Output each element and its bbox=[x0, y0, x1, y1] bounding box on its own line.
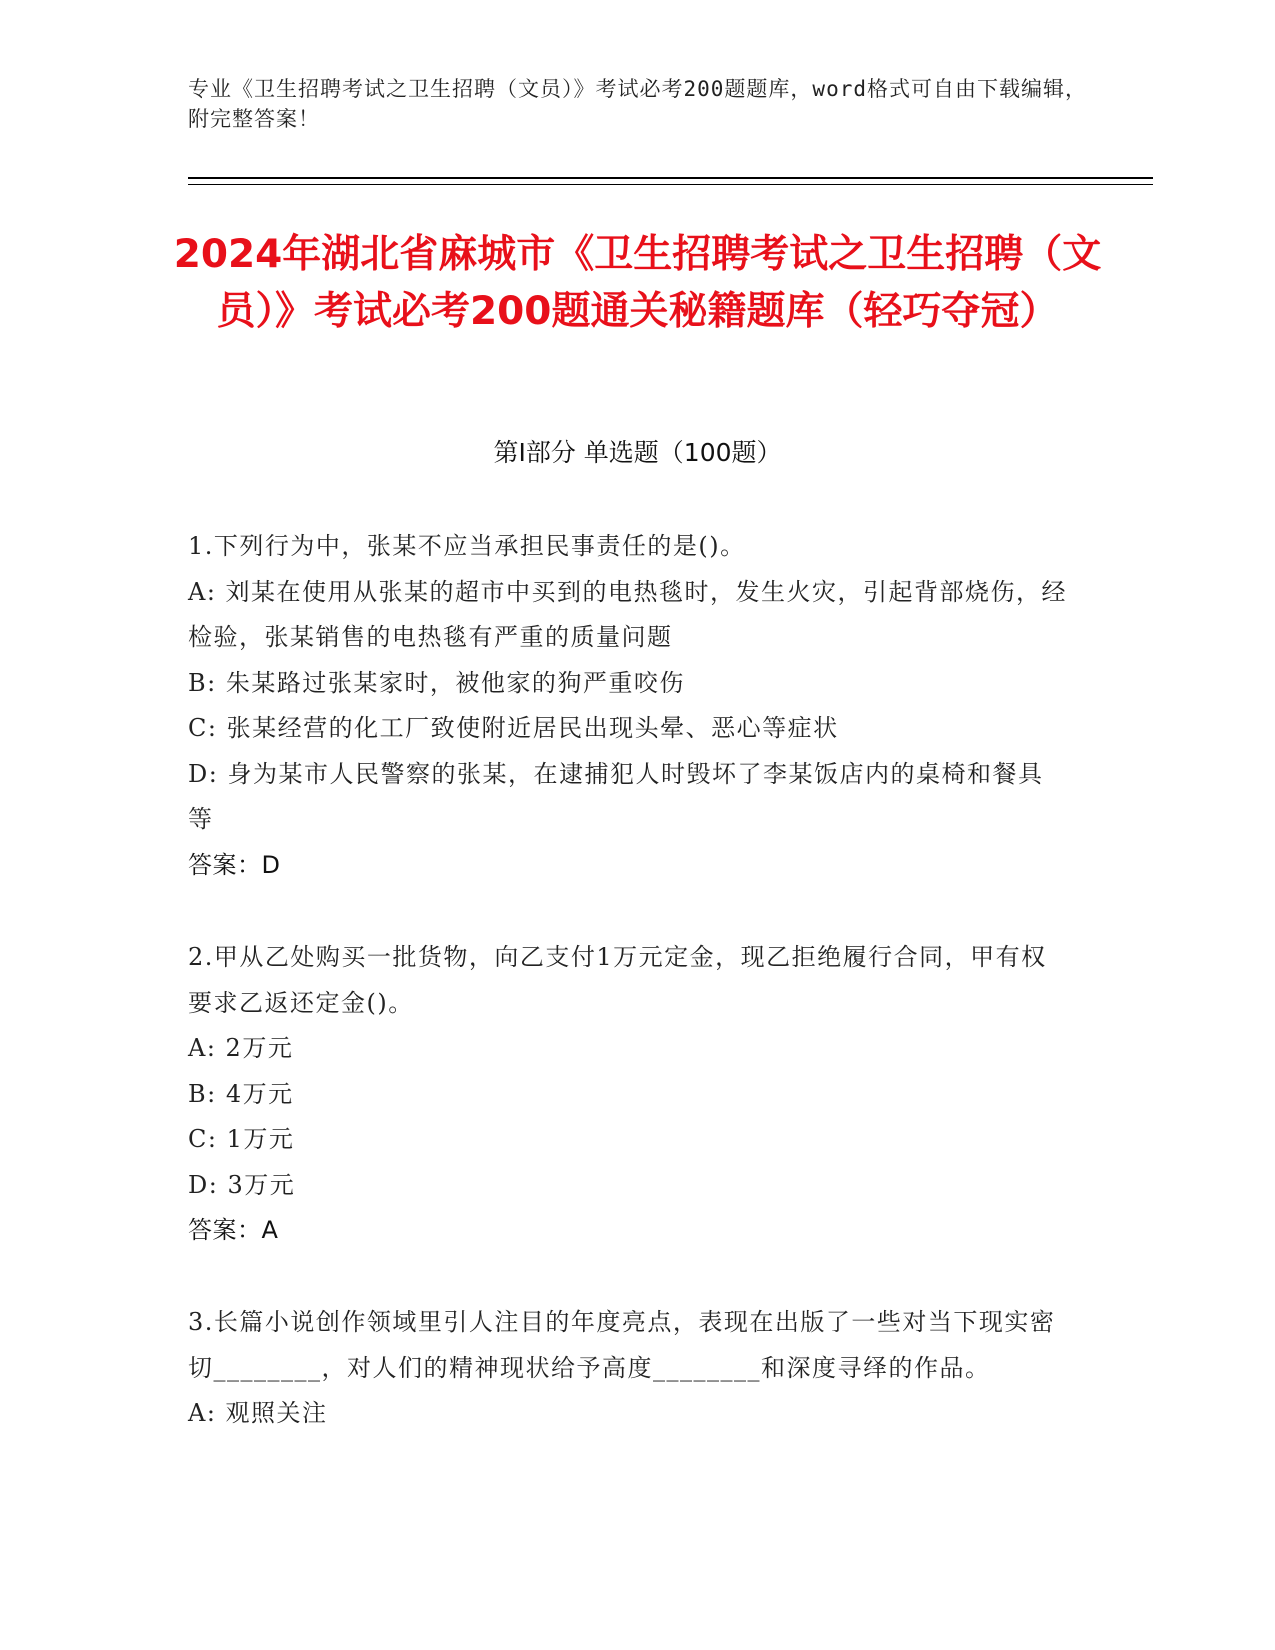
answer: 答案：D bbox=[188, 850, 281, 879]
option-a: A: 刘某在使用从张某的超市中买到的电热毯时，发生火灾，引起背部烧伤，经检验，张某销售的电热毯有严重的质量问题 bbox=[188, 577, 1068, 651]
header-divider-thick bbox=[188, 177, 1153, 179]
option-c: C: 1万元 bbox=[188, 1125, 295, 1153]
question-stem: 3.长篇小说创作领域里引人注目的年度亮点，表现在出版了一些对当下现实密切________，对人们的精神现状给予高度________和深度寻绎的作品。 bbox=[188, 1308, 1056, 1382]
document-title: 2024年湖北省麻城市《卫生招聘考试之卫生招聘（文员）》考试必考200题通关秘籍题库（轻巧夺冠） bbox=[173, 232, 1102, 334]
option-a: A: 2万元 bbox=[188, 1034, 294, 1062]
question-1 bbox=[188, 524, 1068, 888]
question-3 bbox=[188, 1300, 1068, 1437]
header-divider-thin bbox=[188, 184, 1153, 185]
question-stem: 1.下列行为中，张某不应当承担民事责任的是()。 bbox=[188, 532, 746, 560]
option-d: D: 身为某市人民警察的张某，在逮捕犯人时毁坏了李某饭店内的桌椅和餐具等 bbox=[188, 759, 1044, 833]
header-note: 专业《卫生招聘考试之卫生招聘（文员）》考试必考200题题库，word格式可自由下载编辑，附完整答案！ bbox=[188, 77, 1087, 131]
answer: 答案：A bbox=[188, 1216, 279, 1244]
section-heading: 第Ⅰ部分 单选题（100题） bbox=[493, 438, 782, 467]
option-b: B: 朱某路过张某家时，被他家的狗严重咬伤 bbox=[188, 668, 685, 697]
option-c: C: 张某经营的化工厂致使附近居民出现头晕、恶心等症状 bbox=[188, 714, 839, 742]
option-d: D: 3万元 bbox=[188, 1170, 296, 1199]
question-stem: 2.甲从乙处购买一批货物，向乙支付1万元定金，现乙拒绝履行合同，甲有权要求乙返还定金()。 bbox=[188, 943, 1047, 1017]
option-b: B: 4万元 bbox=[188, 1079, 294, 1108]
question-2 bbox=[188, 935, 1068, 1254]
option-a: A: 观照关注 bbox=[188, 1399, 328, 1427]
